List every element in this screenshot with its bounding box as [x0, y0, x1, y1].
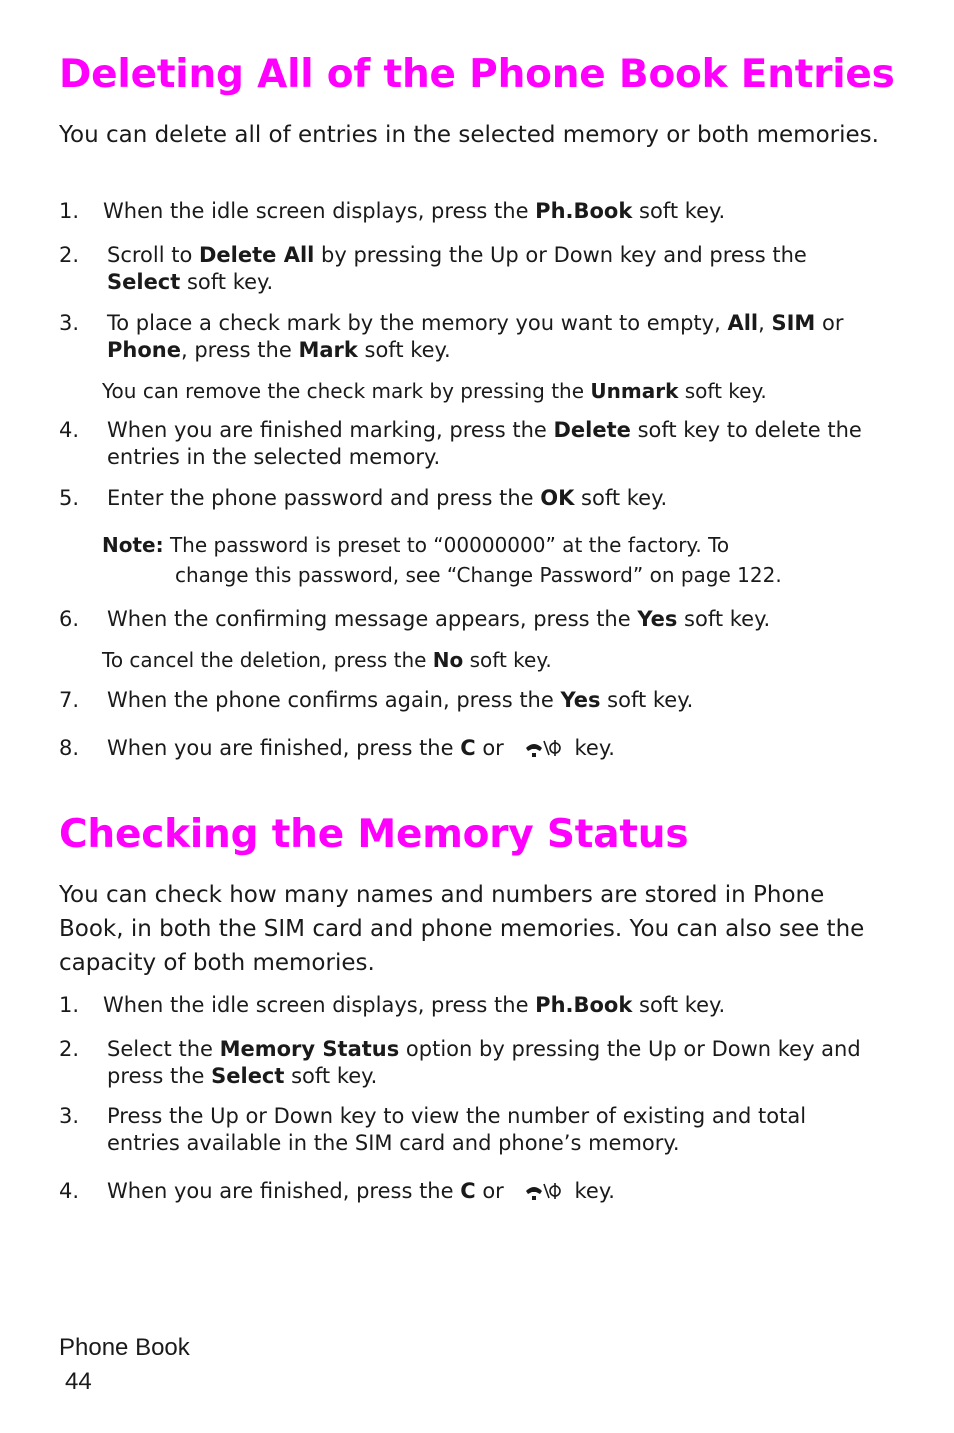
list-item: 2. Scroll to Delete All by pressing the Up or Down key and press the Select soft key.: [59, 243, 807, 294]
list-item: 8. When you are finished, press the C or key.: [59, 736, 615, 760]
list-item: 5. Enter the phone password and press the OK soft key.: [59, 486, 668, 510]
section-intro-memory-status: You can check how many names and numbers are stored in Phone Book, in both the SIM card and phone memories. You can also see the capacity of both memories.: [59, 882, 865, 976]
list-item: 4. When you are finished marking, press the Delete soft key to delete the entries in the selected memory.: [59, 418, 862, 469]
list-item: 7. When the phone confirms again, press the Yes soft key.: [59, 688, 694, 712]
footer-section-name: Phone Book: [59, 1334, 190, 1361]
unmark-hint: You can remove the check mark by pressing the Unmark soft key.: [102, 379, 767, 403]
section-intro-delete-all: You can delete all of entries in the selected memory or both memories.: [59, 122, 879, 148]
list-item: 1. When the idle screen displays, press the Ph.Book soft key.: [59, 199, 726, 223]
list-item: 2. Select the Memory Status option by pressing the Up or Down key and press the Select soft key.: [59, 1037, 861, 1088]
list-item: 3. Press the Up or Down key to view the number of existing and total entries available in the SIM card and phone’s memory.: [59, 1104, 807, 1155]
note: Note: The password is preset to “00000000” at the factory. To change this password, see “Change Password” on page 122.: [102, 533, 782, 587]
end-call-power-key-icon: [524, 737, 564, 759]
cancel-hint: To cancel the deletion, press the No soft key.: [102, 648, 552, 672]
list-item: 4. When you are finished, press the C or key.: [59, 1179, 615, 1203]
section-title-delete-all: Deleting All of the Phone Book Entries: [59, 52, 895, 97]
section-title-memory-status: Checking the Memory Status: [59, 812, 689, 857]
list-item: 1. When the idle screen displays, press the Ph.Book soft key.: [59, 993, 726, 1017]
list-item: 6. When the confirming message appears, press the Yes soft key.: [59, 607, 771, 631]
list-item: 3. To place a check mark by the memory you want to empty, All, SIM or Phone, press the Mark soft key.: [59, 311, 844, 362]
page-number: 44: [65, 1368, 92, 1395]
note-label: Note:: [102, 533, 164, 557]
end-call-power-key-icon: [524, 1180, 564, 1202]
